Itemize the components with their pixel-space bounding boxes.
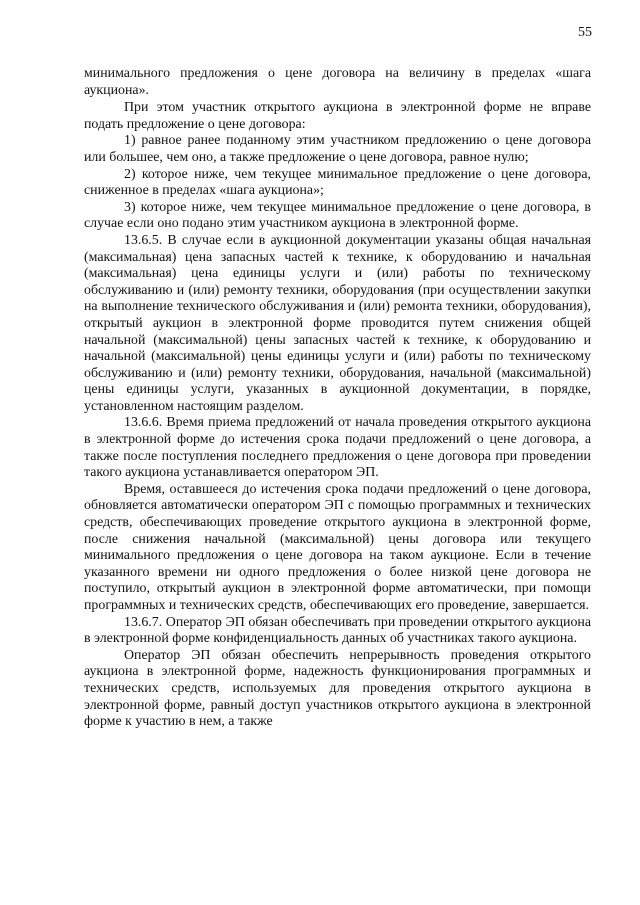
paragraph-time-remaining: Время, оставшееся до истечения срока подачи предложений о цене договора, обновляется автоматически оператором ЭП с помощью программных и технических средств, обеспечивающих проведение открытого аукциона в электронной форме, после снижения начальной (максимальной) цены договора или текущего минимального предложения о цене договора на таком аукционе. Если в течение указанного времени ни одного предложения о более низкой цене договора не поступило, открытый аукцион в электронной форме автоматически, при помощи программных и технических средств, обеспечивающих его проведение, завершается.: [84, 481, 591, 613]
page-number: 55: [578, 25, 592, 40]
paragraph-list-item-1: 1) равное ранее поданному этим участником предложению о цене договора или большее, чем оно, а также предложение о цене договора, равное нулю;: [84, 133, 591, 165]
paragraph-13-6-5: 13.6.5. В случае если в аукционной документации указаны общая начальная (максимальная) цена запасных частей к технике, к оборудованию и начальная (максимальная) цена единицы услуги и (или) работы по техническому обслуживанию и (или) ремонту техники, оборудования (при осуществлении закупки на выполнение технического обслуживания и (или) ремонта техники, оборудования), открытый аукцион в электронной форме проводится путем снижения общей начальной (максимальной) цены запасных частей к технике, к оборудованию и начальной (максимальной) цены единицы услуги и (или) работы по техническому обслуживанию и (или) ремонту техники, оборудования, начальной (максимальной) цены единицы услуги, указанных в аукционной документации, в порядке, установленном настоящим разделом.: [84, 232, 591, 414]
paragraph-continuation: минимального предложения о цене договора на величину в пределах «шага аукциона».: [84, 66, 591, 98]
paragraph-13-6-7: 13.6.7. Оператор ЭП обязан обеспечивать при проведении открытого аукциона в электронной форме конфиденциальность данных об участниках такого аукциона.: [84, 614, 591, 647]
paragraph-operator-obligations: Оператор ЭП обязан обеспечить непрерывность проведения открытого аукциона в электронной форме, надежность функционирования программных и технических средств, используемых для проведения открытого аукциона в электронной форме, равный доступ участников открытого аукциона в электронной форме к участию в нем, а также: [84, 647, 591, 730]
paragraph-list-item-2: 2) которое ниже, чем текущее минимальное предложение о цене договора, сниженное в пределах «шага аукциона»;: [84, 166, 591, 199]
document-body: [84, 66, 591, 731]
paragraph-13-6-6: 13.6.6. Время приема предложений от начала проведения открытого аукциона в электронной форме до истечения срока подачи предложений о цене договора, а также после поступления последнего предложения о цене договора при проведении такого аукциона устанавливается оператором ЭП.: [84, 415, 591, 481]
paragraph-restriction-intro: При этом участник открытого аукциона в электронной форме не вправе подать предложение о цене договора:: [84, 100, 591, 132]
paragraph-list-item-3: 3) которое ниже, чем текущее минимальное предложение о цене договора, в случае если оно подано этим участником аукциона в электронной форме.: [84, 199, 591, 232]
